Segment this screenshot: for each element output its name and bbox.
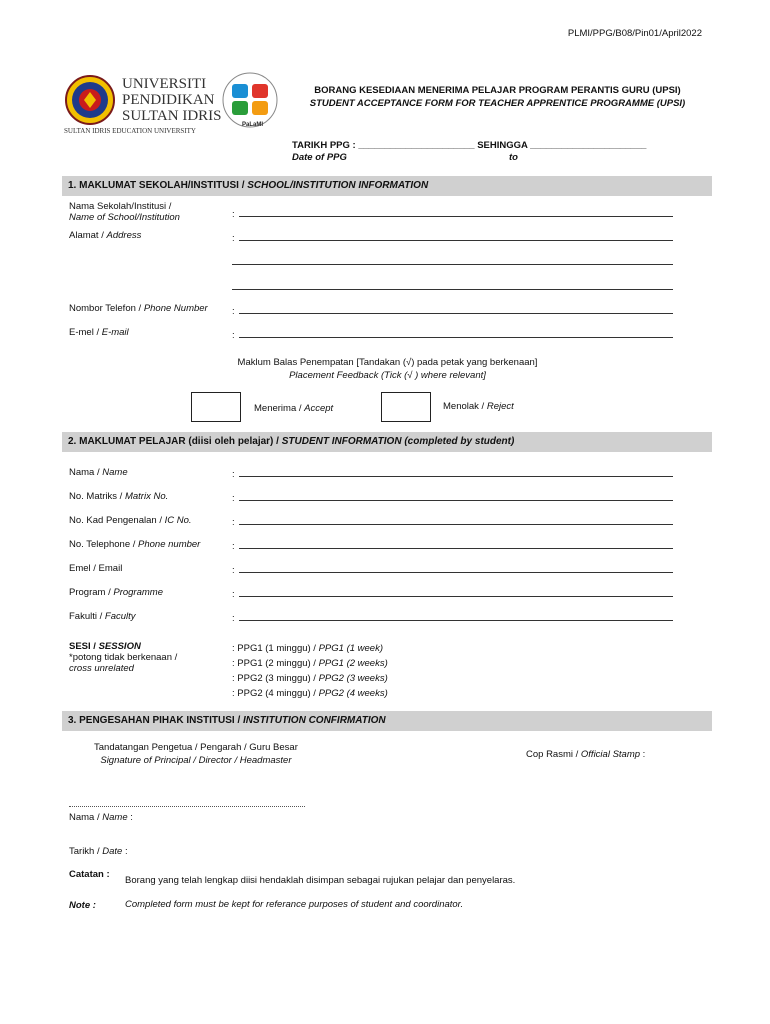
section-1-header: 1. MAKLUMAT SEKOLAH/INSTITUSI / SCHOOL/INSTITUTION INFORMATION <box>62 176 712 196</box>
session-label: SESI / SESSION *potong tidak berkenaan / cross unrelated <box>69 641 178 674</box>
student-faculty-label: Fakulti / Faculty <box>69 611 136 622</box>
document-reference: PLMI/PPG/B08/Pin01/April2022 <box>567 28 702 39</box>
badge-text: PaLaMI <box>242 122 264 128</box>
ppg-date-to: to <box>509 152 518 163</box>
note-label: Note : <box>69 900 96 911</box>
session-option-2[interactable]: : PPG1 (2 minggu) / PPG1 (2 weeks) <box>232 658 388 669</box>
accept-checkbox[interactable] <box>191 392 241 422</box>
svg-text:PENDIDIKAN: PENDIDIKAN <box>122 92 215 108</box>
official-stamp-label: Cop Rasmi / Official Stamp : <box>526 749 646 760</box>
session-option-3[interactable]: : PPG2 (3 minggu) / PPG2 (3 weeks) <box>232 673 388 684</box>
form-title <box>285 84 710 110</box>
ppg-date-label: TARIKH PPG : ______________________ SEHINGGA ______________________ <box>292 140 647 151</box>
section-3-header: 3. PENGESAHAN PIHAK INSTITUSI / INSTITUTION CONFIRMATION <box>62 711 712 731</box>
university-logo <box>62 70 302 136</box>
phone-label: Nombor Telefon / Phone Number <box>69 303 208 314</box>
section-2-header: 2. MAKLUMAT PELAJAR (diisi oleh pelajar) / STUDENT INFORMATION (completed by student) <box>62 432 712 452</box>
confirm-date-label: Tarikh / Date : <box>69 846 128 857</box>
signature-line[interactable] <box>69 806 305 807</box>
title-english: STUDENT ACCEPTANCE FORM FOR TEACHER APPRENTICE PROGRAMME (UPSI) <box>309 98 686 109</box>
reject-checkbox[interactable] <box>381 392 431 422</box>
catatan-text: Borang yang telah lengkap diisi hendaklah disimpan sebagai rujukan pelajar dan penyelaras. <box>125 875 516 886</box>
student-ic-no-label: No. Kad Pengenalan / IC No. <box>69 515 192 526</box>
signature-label: Tandatangan Pengetua / Pengarah / Guru Besar Signature of Principal / Director / Headmaster <box>94 742 298 766</box>
note-text: Completed form must be kept for referance purposes of student and coordinator. <box>125 899 464 910</box>
address-label: Alamat / Address <box>69 230 142 241</box>
reject-label: Menolak / Reject <box>443 401 514 412</box>
student-matrix-no-label: No. Matriks / Matrix No. <box>69 491 169 502</box>
student-name-label: Nama / Name <box>69 467 128 478</box>
crest-icon <box>66 76 114 124</box>
catatan-label: Catatan : <box>69 869 110 880</box>
school-name-label: Nama Sekolah/Institusi / Name of School/Institution <box>69 201 180 223</box>
title-malay: BORANG KESEDIAAN MENERIMA PELAJAR PROGRAM PERANTIS GURU (UPSI) <box>314 85 681 96</box>
student-phone-number-label: No. Telephone / Phone number <box>69 539 201 550</box>
accept-label: Menerima / Accept <box>254 403 334 414</box>
svg-text:UNIVERSITI: UNIVERSITI <box>122 76 207 92</box>
email-label: E-mel / E-mail <box>69 327 129 338</box>
student-programme-label: Program / Programme <box>69 587 163 598</box>
practicum-badge-icon <box>223 73 277 127</box>
svg-text:SULTAN IDRIS: SULTAN IDRIS <box>122 108 222 124</box>
session-option-1[interactable]: : PPG1 (1 minggu) / PPG1 (1 week) <box>232 643 384 654</box>
session-option-4[interactable]: : PPG2 (4 minggu) / PPG2 (4 weeks) <box>232 688 388 699</box>
confirm-name-label: Nama / Name : <box>69 812 133 823</box>
svg-text:SULTAN IDRIS EDUCATION UNIVERS: SULTAN IDRIS EDUCATION UNIVERSITY <box>64 127 196 135</box>
placement-feedback: Maklum Balas Penempatan [Tandakan (√) pada petak yang berkenaan] Placement Feedback (Tick (√ ) where relevant] <box>237 357 538 381</box>
ppg-date-english: Date of PPG <box>292 152 347 163</box>
student-email-label: Emel / Email <box>69 563 123 574</box>
